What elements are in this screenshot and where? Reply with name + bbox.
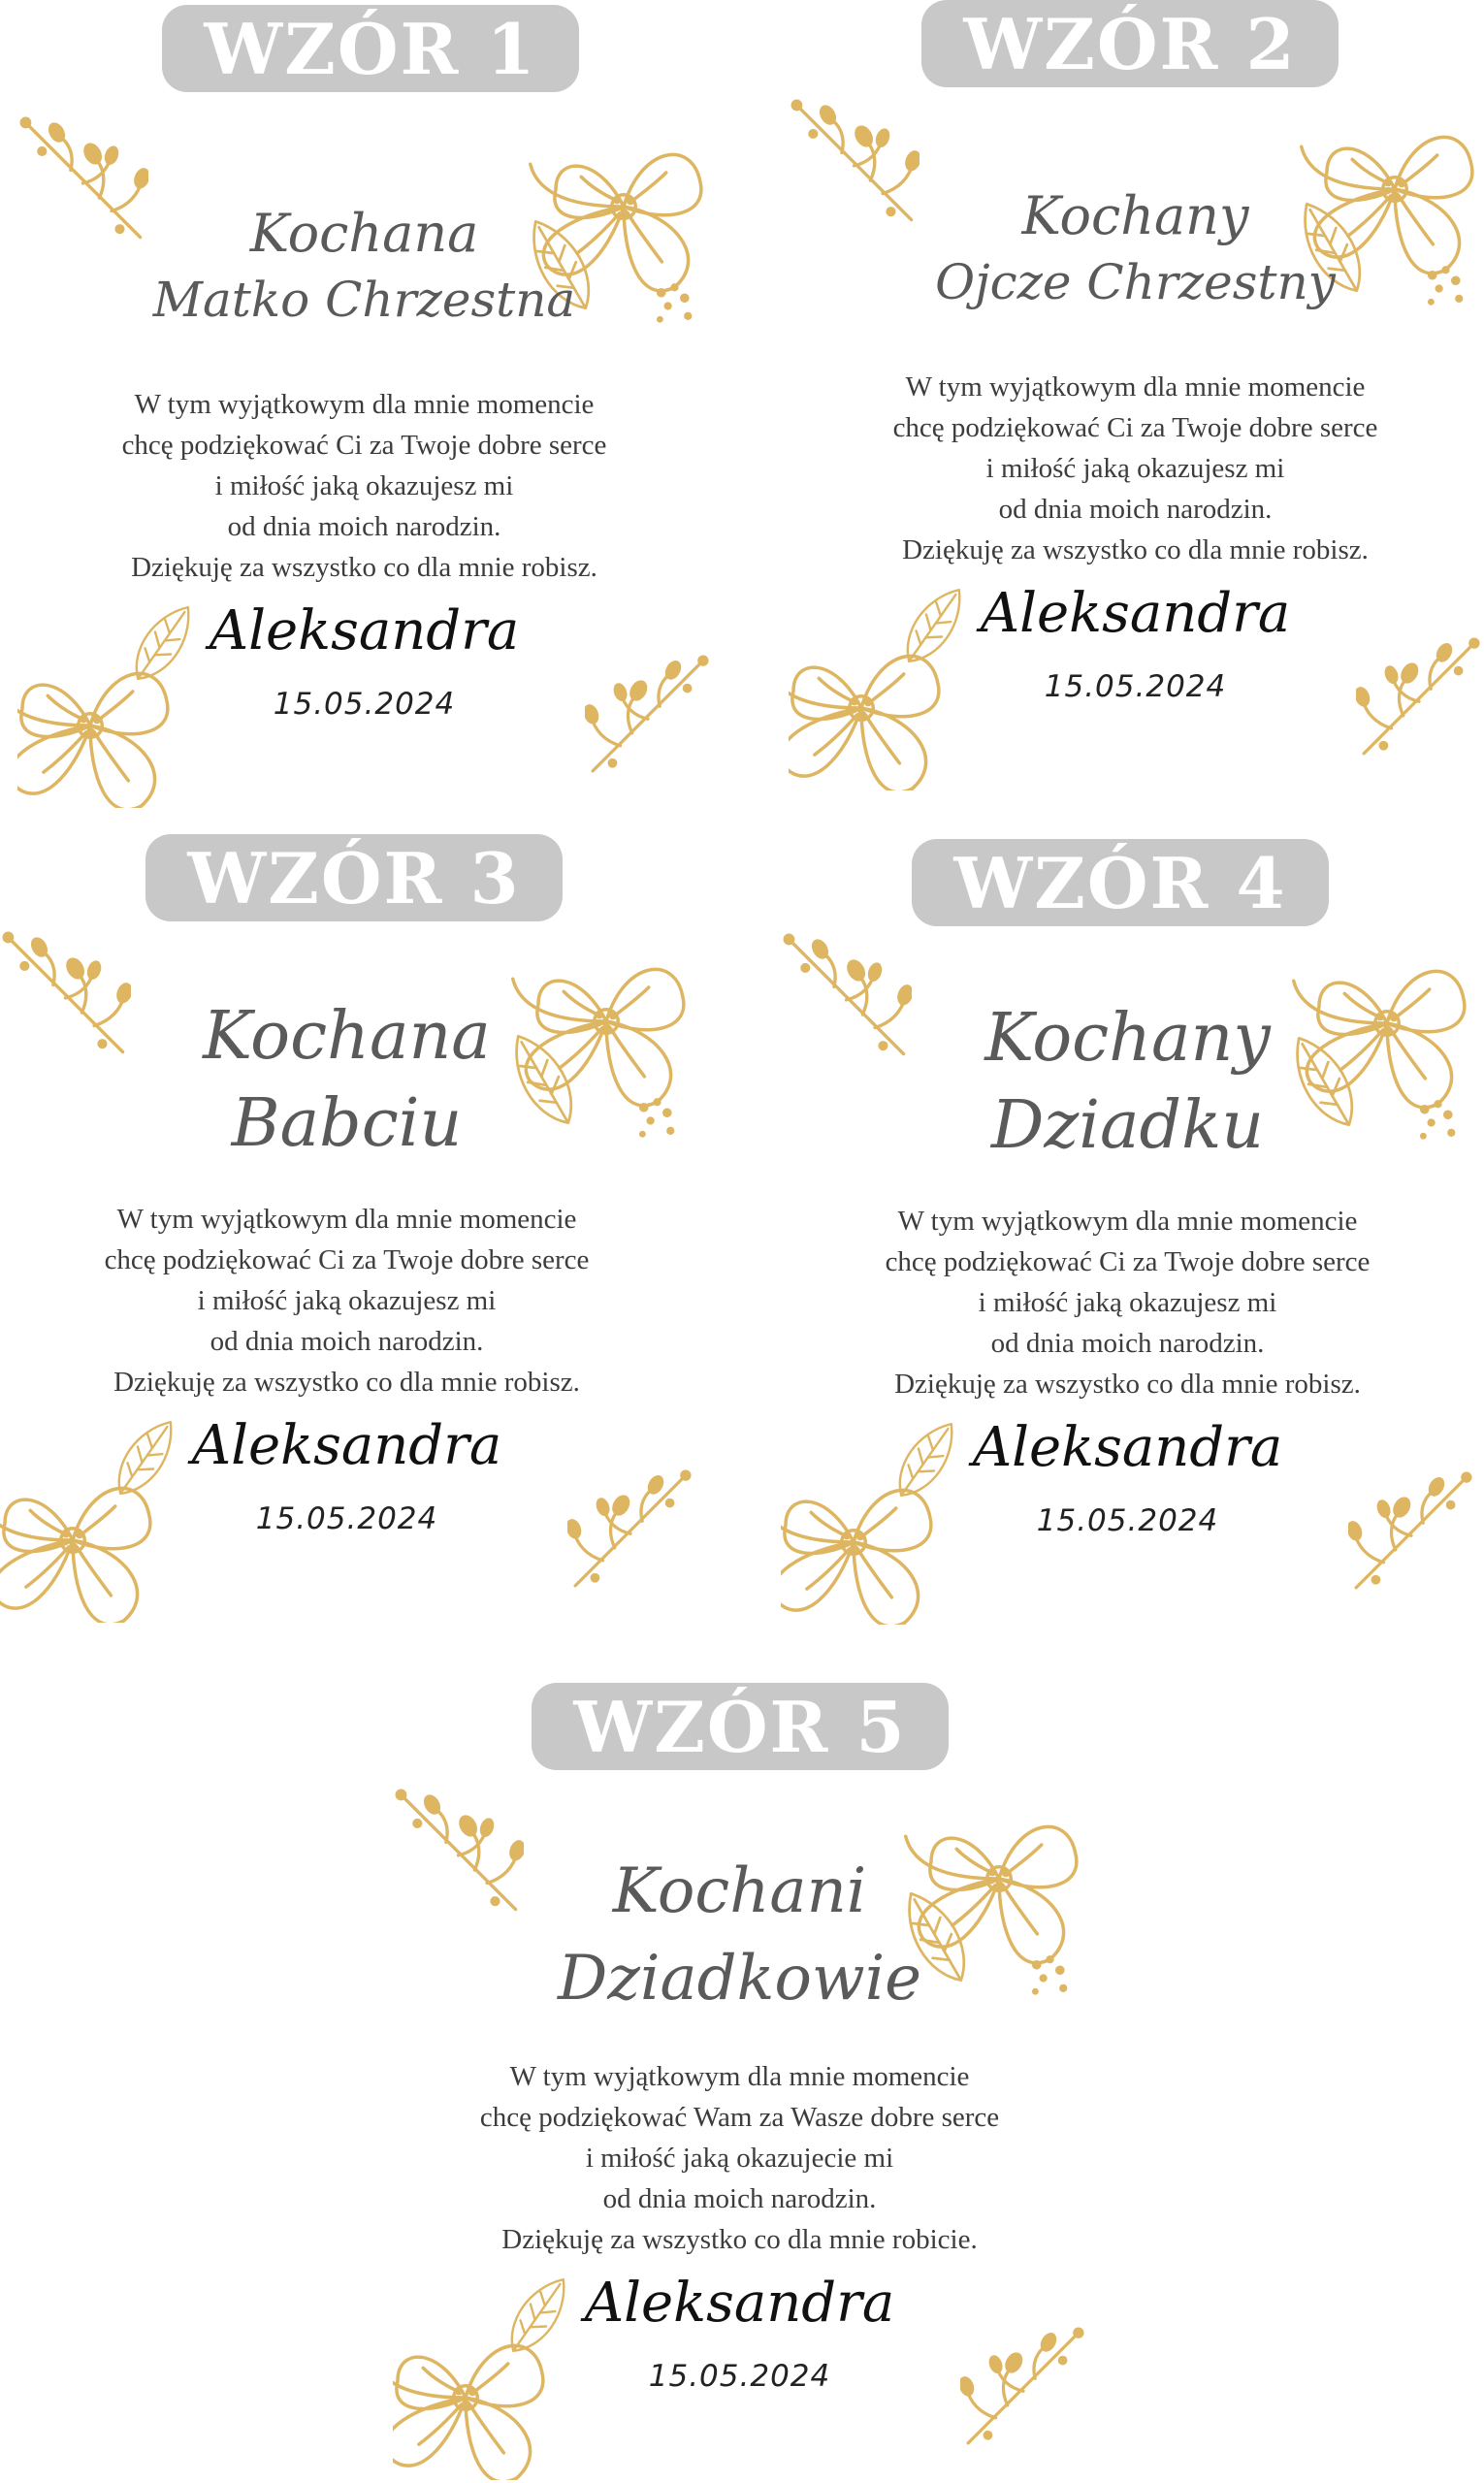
message-line: Dziękuję za wszystko co dla mnie robisz. — [131, 552, 597, 583]
message-line: W tym wyjątkowym dla mnie momencie — [134, 389, 595, 420]
design-1-heading-line1: Kochana — [249, 203, 479, 264]
message-line: od dnia moich narodzin. — [998, 494, 1273, 525]
message-line: W tym wyjątkowym dla mnie momencie — [116, 1204, 577, 1235]
design-5-message — [451, 2056, 1028, 2260]
message-line: Dziękuję za wszystko co dla mnie robisz. — [113, 1367, 580, 1398]
message-line: W tym wyjątkowym dla mnie momencie — [509, 2061, 970, 2092]
design-3-card — [0, 929, 694, 1623]
message-line: chcę podziękować Wam za Wasze dobre serce — [479, 2102, 1000, 2133]
design-5-signature: Aleksandra — [584, 2272, 895, 2335]
design-5-card — [393, 1787, 1086, 2480]
design-2-heading-line1: Kochany — [1021, 185, 1249, 246]
design-4-heading-line1: Kochany — [984, 1000, 1271, 1077]
design-3-date: 15.05.2024 — [255, 1501, 438, 1536]
message-line: Dziękuję za wszystko co dla mnie robisz. — [894, 1369, 1361, 1400]
design-1-badge: WZÓR 1 — [162, 5, 579, 92]
design-4-message — [839, 1201, 1416, 1404]
message-line: od dnia moich narodzin. — [990, 1328, 1265, 1359]
design-4-card — [781, 931, 1474, 1625]
message-line: od dnia moich narodzin. — [602, 2183, 877, 2214]
design-1-card — [17, 114, 711, 808]
design-3-heading-line2: Babciu — [231, 1085, 463, 1162]
design-4-badge: WZÓR 4 — [912, 839, 1329, 926]
design-3-message — [58, 1199, 635, 1403]
design-1-message — [76, 384, 653, 588]
message-line: chcę podziękować Ci za Twoje dobre serce — [885, 1246, 1371, 1277]
design-5-heading-line1: Kochani — [612, 1855, 867, 1927]
design-2-heading-line2: Ojcze Chrzestny — [935, 254, 1336, 310]
message-line: W tym wyjątkowym dla mnie momencie — [905, 371, 1366, 403]
message-line: Dziękuję za wszystko co dla mnie robicie. — [501, 2224, 978, 2255]
message-line: chcę podziękować Ci za Twoje dobre serce — [892, 412, 1378, 443]
message-line: i miłość jaką okazujesz mi — [197, 1285, 497, 1316]
message-line: chcę podziękować Ci za Twoje dobre serce — [104, 1244, 590, 1275]
message-line: Dziękuję za wszystko co dla mnie robisz. — [902, 534, 1369, 565]
message-line: i miłość jaką okazujesz mi — [978, 1287, 1277, 1318]
message-line: od dnia moich narodzin. — [210, 1326, 484, 1357]
design-3-badge: WZÓR 3 — [145, 834, 563, 921]
design-5-heading-line2: Dziadkowie — [557, 1943, 922, 2015]
design-5-date: 15.05.2024 — [648, 2359, 831, 2394]
design-4-heading-line2: Dziadku — [990, 1087, 1265, 1164]
design-2-signature: Aleksandra — [980, 582, 1291, 645]
message-line: i miłość jaką okazujesz mi — [214, 470, 514, 501]
message-line: i miłość jaką okazujecie mi — [585, 2143, 894, 2174]
design-1-signature: Aleksandra — [209, 599, 520, 662]
design-2-badge: WZÓR 2 — [921, 0, 1339, 87]
design-5-badge: WZÓR 5 — [532, 1683, 949, 1770]
message-line: i miłość jaką okazujesz mi — [985, 453, 1285, 484]
design-1-heading-line2: Matko Chrzestna — [152, 272, 576, 328]
design-2-date: 15.05.2024 — [1044, 669, 1227, 704]
design-2-card — [789, 97, 1482, 790]
design-3-signature: Aleksandra — [191, 1414, 502, 1477]
design-4-date: 15.05.2024 — [1036, 1503, 1219, 1538]
design-4-signature: Aleksandra — [972, 1416, 1283, 1479]
design-2-message — [847, 367, 1424, 570]
message-line: chcę podziękować Ci za Twoje dobre serce — [121, 430, 607, 461]
design-3-heading-line1: Kochana — [203, 998, 491, 1075]
message-line: W tym wyjątkowym dla mnie momencie — [897, 1206, 1358, 1237]
design-1-date: 15.05.2024 — [273, 687, 456, 722]
message-line: od dnia moich narodzin. — [227, 511, 501, 542]
